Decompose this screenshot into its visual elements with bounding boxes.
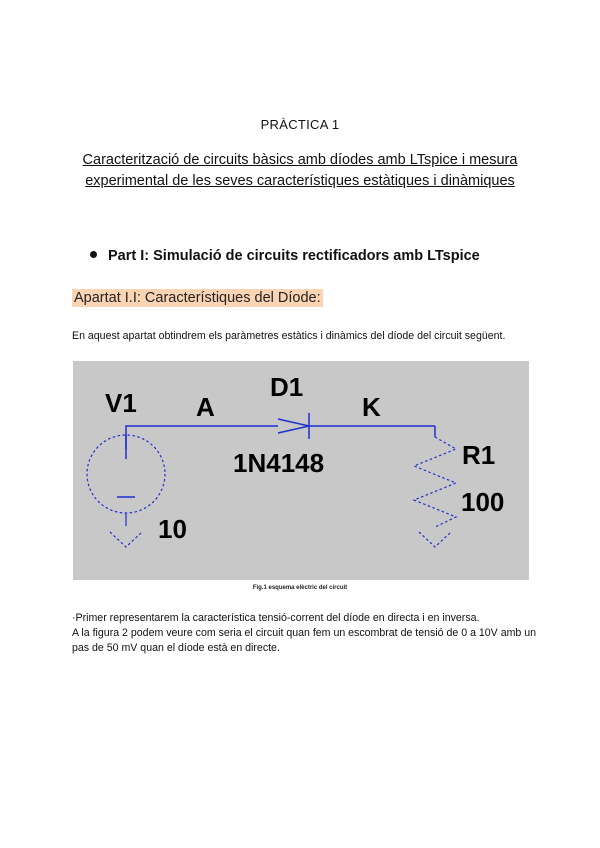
v1-value-label: 10 <box>158 514 187 544</box>
bullet-icon <box>90 251 97 258</box>
circuit-figure <box>73 361 529 580</box>
body-text <box>72 611 542 656</box>
node-a-label: A <box>196 392 215 422</box>
diode-symbol <box>278 413 309 439</box>
r1-label: R1 <box>462 440 496 470</box>
node-k-label: K <box>362 392 381 422</box>
wire-anode <box>126 426 278 449</box>
document-subtitle: Caracterització de circuits bàsics amb díodes amb LTspice i mesura experimental de les seves característiques estàtiques i dinàmiques <box>82 152 518 189</box>
intro-paragraph: En aquest apartat obtindrem els paràmetres estàtics i dinàmics del díode del circuit següent. <box>72 330 506 342</box>
resistor-symbol <box>414 437 456 547</box>
part-heading <box>90 248 480 264</box>
figure-caption: Fig.1 esquema elèctric del circuit <box>252 585 348 591</box>
section-heading: Apartat I.I: Característiques del Díode: <box>74 290 321 306</box>
d1-label: D1 <box>270 372 304 402</box>
part-heading-text: Part I: Simulació de circuits rectificadors amb LTspice <box>108 248 480 264</box>
page-title: PRÀCTICA 1 <box>260 117 340 132</box>
voltage-source-symbol <box>87 435 165 547</box>
r1-value-label: 100 <box>461 487 505 517</box>
diode-model-label: 1N4148 <box>233 448 325 478</box>
v1-label: V1 <box>105 388 137 418</box>
body-line: ·Primer representarem la característica tensió-corrent del díode en directa i en inversa. <box>72 612 480 624</box>
body-line: A la figura 2 podem veure com seria el circuit quan fem un escombrat de tensió de 0 a 10V amb un pas de 50 mV quan el díode està en directe. <box>72 627 537 654</box>
